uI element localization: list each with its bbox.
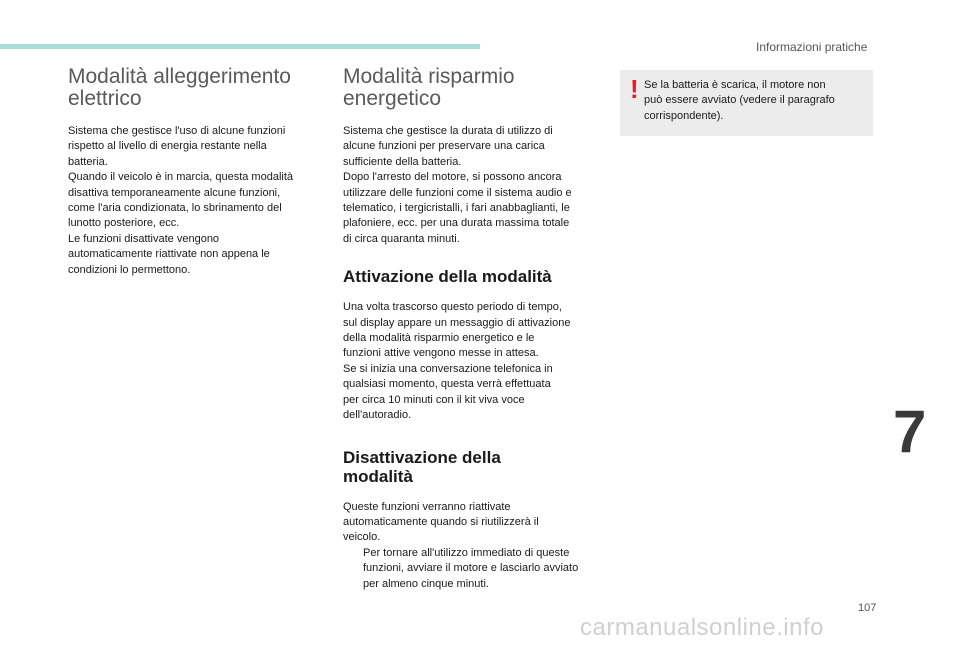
activation-title: Attivazione della modalità bbox=[343, 267, 552, 287]
deactivation-body: Queste funzioni verranno riattivate automaticamente quando si riutilizzerà il veicolo. bbox=[343, 500, 539, 544]
watermark: carmanualsonline.info bbox=[580, 614, 824, 641]
activation-body: Una volta trascorso questo periodo di tempo, sul display appare un messaggio di attivazione della modalità risparmio energetico e le funzioni attive vengono messe in attesa. Se si inizia una conversazione telefonica in qualsiasi momento, questa verrà effettuata per circa 10 minuti con il kit viva voce dell'autoradio. bbox=[343, 301, 571, 422]
deactivation-bullet bbox=[343, 546, 605, 592]
column-energy-saving bbox=[343, 66, 605, 592]
warning-note bbox=[620, 70, 873, 136]
energy-saving-title: Modalità risparmio energetico bbox=[343, 65, 515, 110]
chapter-number: 7 bbox=[893, 398, 927, 465]
section-title: Informazioni pratiche bbox=[756, 40, 868, 54]
electric-unload-title: Modalità alleggerimento elettrico bbox=[68, 65, 291, 110]
header-accent-bar bbox=[0, 44, 480, 49]
energy-saving-body: Sistema che gestisce la durata di utilizzo di alcune funzioni per preservare una carica sufficiente della batteria. Dopo l'arresto del motore, si possono ancora utilizzare delle funzioni come il sistema audio e telematico, i tergicristalli, i fari anabbaglianti, le plafoniere, ecc. per una durata massima totale di circa quaranta minuti. bbox=[343, 125, 572, 245]
electric-unload-body: Sistema che gestisce l'uso di alcune funzioni rispetto al livello di energia restante nella batteria. Quando il veicolo è in marcia, questa modalità disattiva temporaneamente alcune funzioni, come l'aria condizionata, lo sbrinamento del lunotto posteriore, ecc. Le funzioni disattivate vengono automaticamente riattivate non appena le condizioni lo permettono. bbox=[68, 125, 294, 276]
page-number: 107 bbox=[858, 602, 877, 614]
warning-exclamation-icon: ! bbox=[630, 74, 639, 104]
warning-note-text: Se la batteria è scarica, il motore non può essere avviato (vedere il paragrafo corrispondente). bbox=[644, 79, 835, 122]
column-electric-unload bbox=[68, 66, 318, 278]
bullet-square-icon bbox=[343, 546, 363, 592]
deactivation-bullet-text: Per tornare all'utilizzo immediato di queste funzioni, avviare il motore e lasciarlo avviato per almeno cinque minuti. bbox=[363, 546, 579, 590]
deactivation-title: Disattivazione della modalità bbox=[343, 447, 501, 486]
